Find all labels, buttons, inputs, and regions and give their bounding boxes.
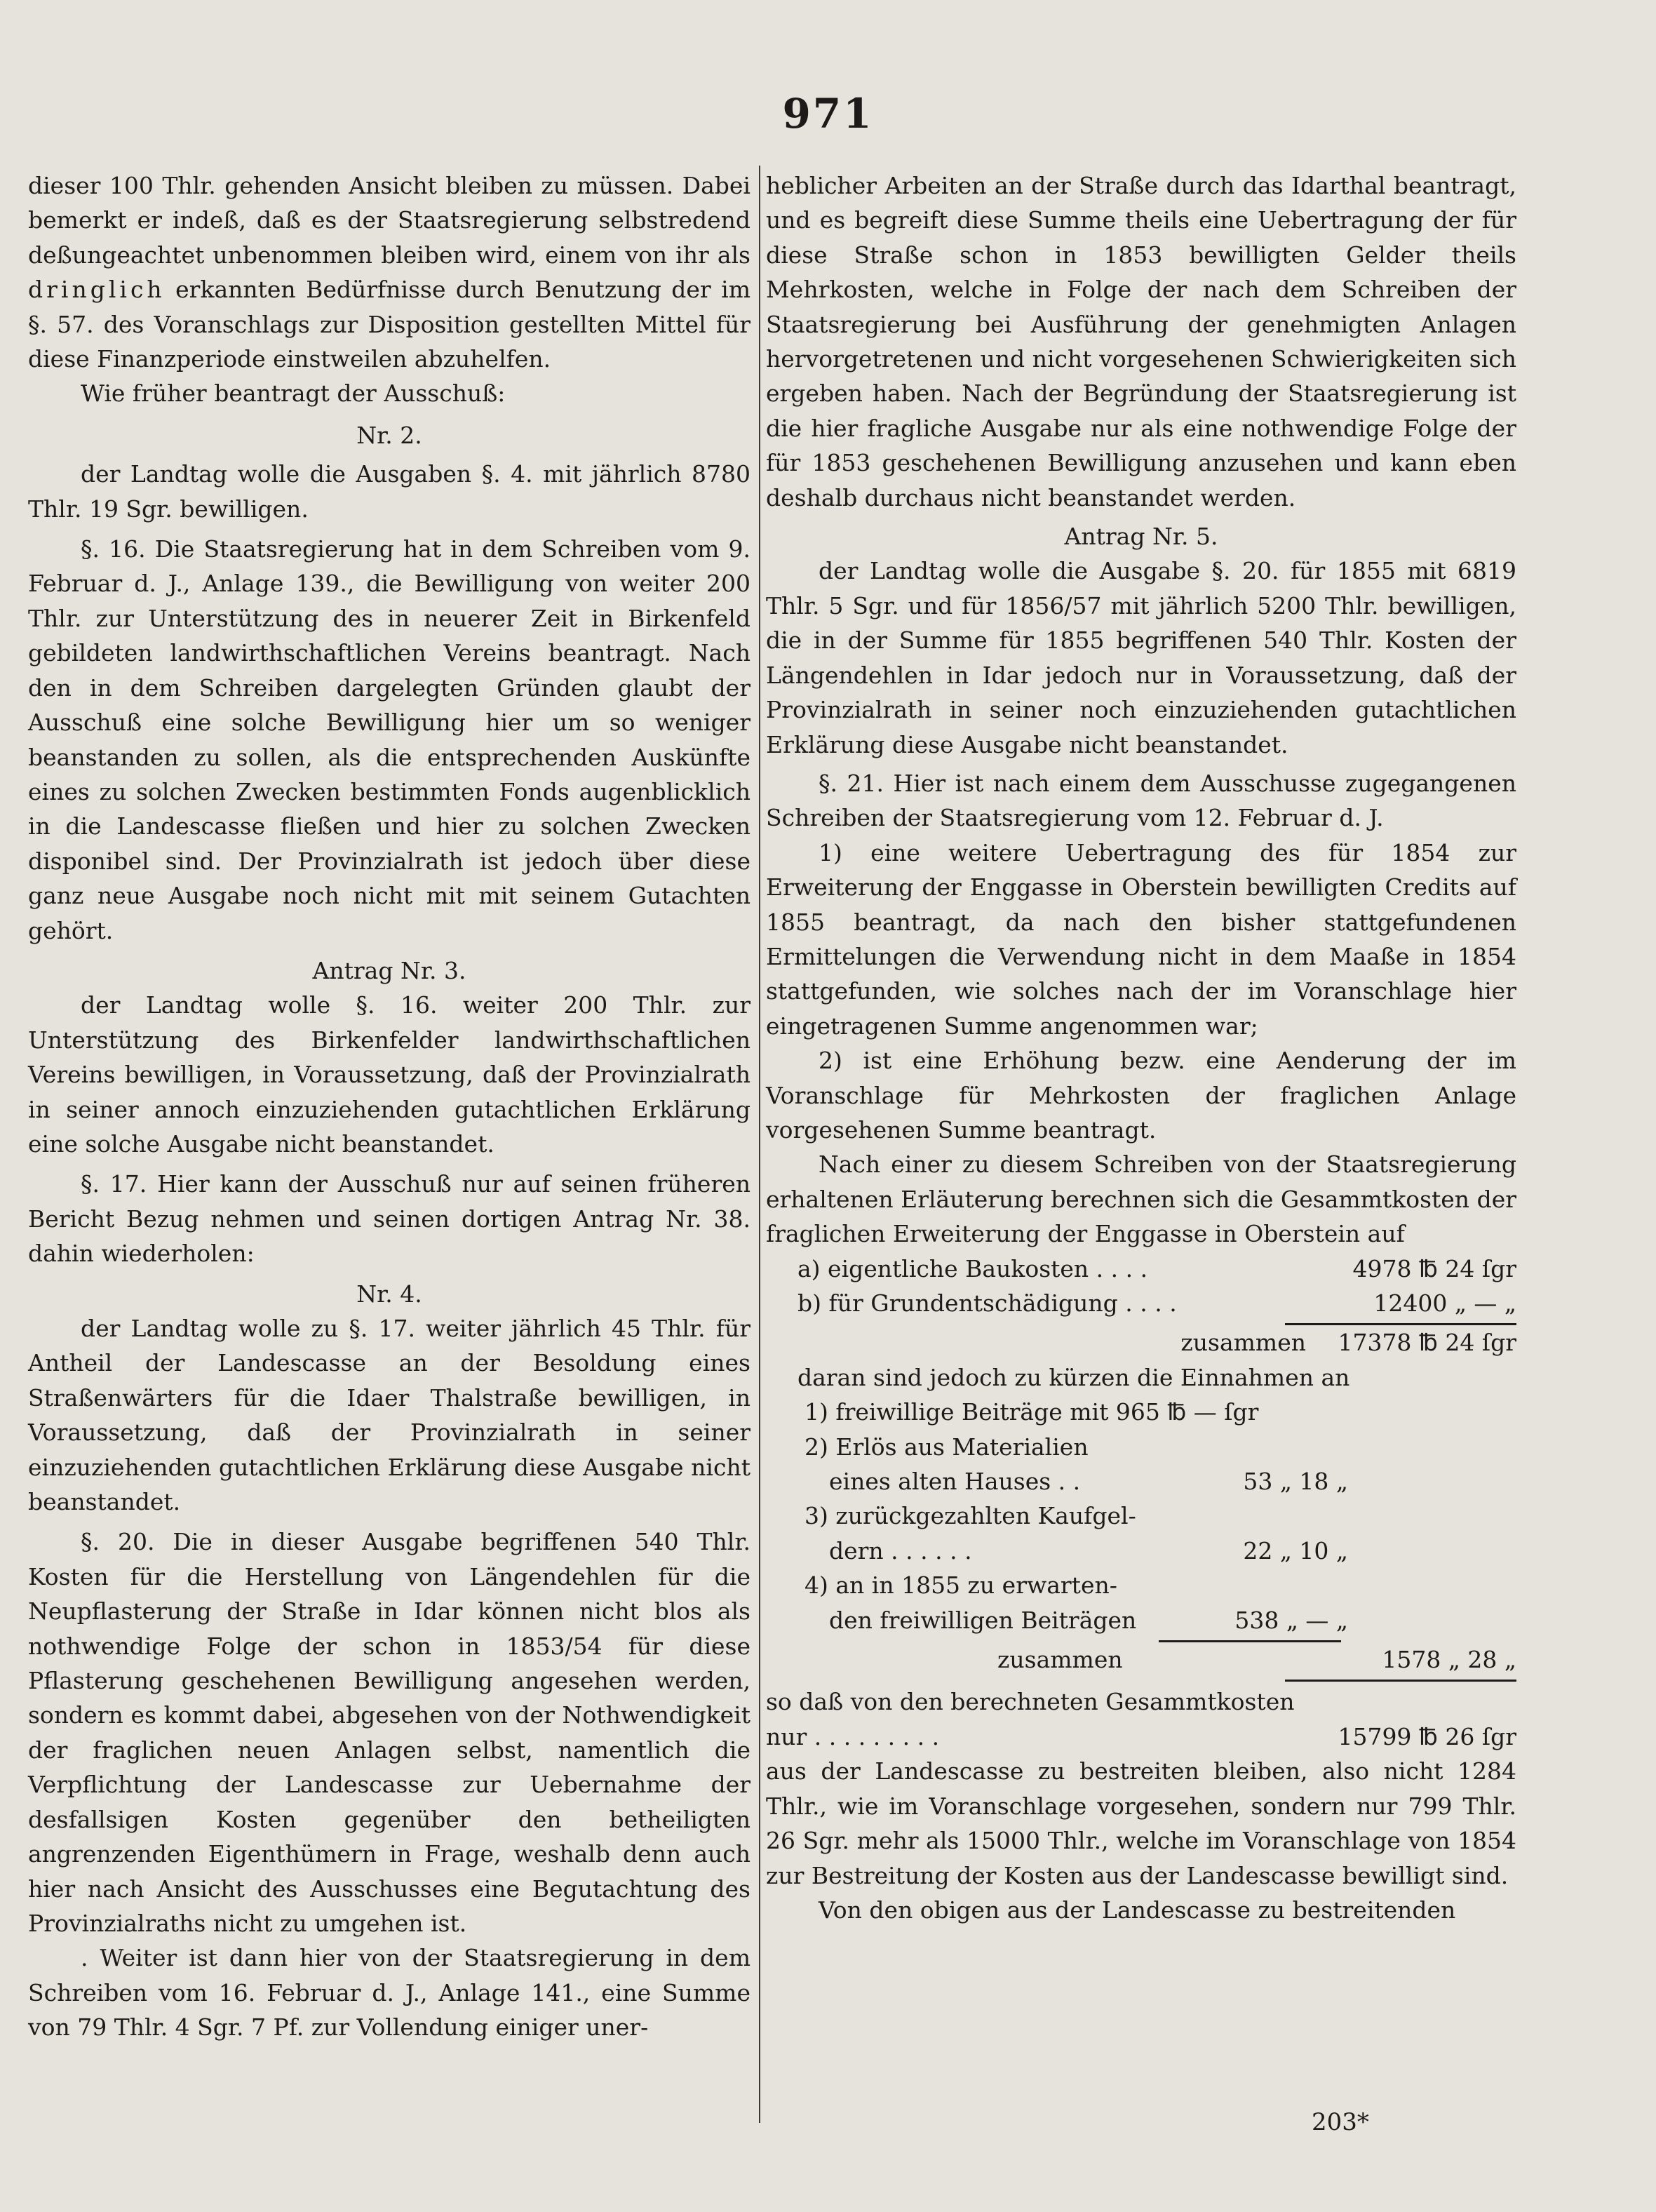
- paragraph: aus der Landescasse zu bestreiten bleiben, also nicht 1284 Thlr., wie im Voranschlage vorgesehen, sondern nur 799 Thlr. 26 Sgr. mehr als 15000 Thlr., welche im Voranschlage von 1854 zur Bestreitung der Kosten aus der Landescasse bewilligt sind.: [766, 1757, 1516, 1889]
- deduction-label: 3) zurückgezahlten Kaufgel-: [805, 1502, 1136, 1530]
- paragraph: §. 20. Die in dieser Ausgabe begriffenen 540 Thlr. Kosten für die Herstellung von Längendehlen für die Neupflasterung der Straße in Idar können nicht blos als nothwendige Folge der schon in 1853/54 für diese Pflasterung geschehenen Bewilligung angesehen werden, sondern es kommt dabei, abgesehen von der Nothwendigkeit der fraglichen neuen Anlagen selbst, namentlich die Verpflichtung der Landescasse zur Uebernahme der desfallsigen Kosten gegenüber den betheiligten angrenzenden Eigenthümern in Frage, weshalb denn auch hier nach Ansicht des Ausschusses eine Begutachtung des Provinzialraths nicht zu umgehen ist.: [28, 1528, 750, 1937]
- paragraph: Nach einer zu diesem Schreiben von der Staatsregierung erhaltenen Erläuterung berechnen sich die Gesammtkosten der fraglichen Erweiterung der Enggasse in Oberstein auf: [766, 1151, 1516, 1248]
- deduction-line: [805, 1464, 1348, 1499]
- paragraph: §. 17. Hier kann der Ausschuß nur auf seinen früheren Bericht Bezug nehmen und seinen dortigen Antrag Nr. 38. dahin wiederholen:: [28, 1170, 750, 1268]
- paragraph: daran sind jedoch zu kürzen die Einnahmen an: [797, 1363, 1350, 1391]
- motion-heading: Antrag Nr. 5.: [1064, 523, 1218, 551]
- signature-mark: 203*: [1312, 2108, 1369, 2136]
- deduction-label: 4) an in 1855 zu erwarten-: [805, 1571, 1117, 1600]
- deduction-label: 2) Erlös aus Materialien: [805, 1433, 1089, 1461]
- column-divider: [759, 166, 760, 2123]
- paragraph: Wie früher beantragt der Ausschuß:: [81, 380, 506, 408]
- list-item: 1) eine weitere Uebertragung des für 1854 zur Erweiterung der Enggasse in Oberstein bewilligten Credits auf 1855 beantragt, da nach den bisher stattgefundenen Ermittelungen die Verwendung nicht in dem Maaße in 1854 stattgefunden, wie solches nach der im Voranschlage hier eingetragenen Summe angenommen war;: [766, 838, 1516, 1040]
- paragraph: so daß von den berechneten Gesammtkosten: [766, 1688, 1295, 1716]
- cost-amount: 12400 „ — „: [1373, 1289, 1516, 1317]
- deduction-amount: 22 „ 10 „: [1243, 1536, 1348, 1564]
- cost-line: [766, 1286, 1516, 1320]
- motion-text: der Landtag wolle zu §. 17. weiter jährlich 45 Thlr. für Antheil der Landescasse an der Besoldung eines Straßenwärters für die Idaer Thalstraße bewilligen, in Voraussetzung, daß der Provinzialrath in seiner einzuziehenden gutachtlichen Erklärung diese Ausgabe nicht beanstandet.: [28, 1315, 750, 1516]
- total-label: zusammen: [997, 1646, 1123, 1674]
- motion-heading: Nr. 2.: [356, 421, 422, 449]
- list-item: 2) ist eine Erhöhung bezw. eine Aenderung der im Voranschlage für Mehrkosten der fraglichen Anlage vorgesehenen Summe beantragt.: [766, 1047, 1516, 1144]
- deduction-line: [805, 1430, 1516, 1464]
- paragraph: heblicher Arbeiten an der Straße durch das Idarthal beantragt, und es begreift diese Summe theils eine Uebertragung der für diese Straße schon in 1853 bewilligten Gelder theils Mehrkosten, welche in Folge der nach dem Schreiben der Staatsregierung bei Ausführung der genehmigten Anlagen hervorgetretenen und nicht vorgesehenen Schwierigkeiten sich ergeben haben. Nach der Begründung der Staatsregierung ist die hier fragliche Ausgabe nur als eine nothwendige Folge der für 1853 geschehenen Bewilligung anzusehen und kann eben deshalb durchaus nicht beanstandet werden.: [766, 172, 1516, 511]
- motion-text: der Landtag wolle die Ausgaben §. 4. mit jährlich 8780 Thlr. 19 Sgr. bewilligen.: [28, 460, 750, 523]
- total-amount: 17378 ℔ 24 ſgr: [1338, 1329, 1516, 1357]
- cost-label: a) eigentliche Baukosten . . . .: [797, 1254, 1148, 1282]
- cost-label: b) für Grundentschädigung . . . .: [797, 1289, 1177, 1317]
- emphasis-text: dringlich: [28, 276, 166, 304]
- paragraph: Von den obigen aus der Landescasse zu bestreitenden: [819, 1896, 1456, 1924]
- deduction-amount: 53 „ 18 „: [1243, 1468, 1348, 1496]
- deduction-label: dern . . . . . .: [829, 1536, 972, 1564]
- sum-rule: [1285, 1680, 1516, 1682]
- paragraph: [28, 168, 750, 376]
- paragraph: . Weiter ist dann hier von der Staatsregierung in dem Schreiben vom 16. Februar d. J., Anlage 141., eine Summe von 79 Thlr. 4 Sgr. 7 Pf. zur Vollendung einiger uner-: [28, 1944, 750, 2042]
- left-column: [28, 168, 750, 2045]
- remaining-amount: 15799 ℔ 26 ſgr: [1338, 1722, 1516, 1750]
- deduction-line: [805, 1395, 1516, 1429]
- motion-text: der Landtag wolle die Ausgabe §. 20. für 1855 mit 6819 Thlr. 5 Sgr. und für 1856/57 mit jährlich 5200 Thlr. bewilligen, die in der Summe für 1855 begriffenen 540 Thlr. Kosten der Längendehlen in Idar jedoch nur in Voraussetzung, daß der Provinzialrath in seiner noch einzuziehenden gutachtlichen Erklärung diese Ausgabe nicht beanstandet.: [766, 557, 1516, 758]
- cost-line: [766, 1252, 1516, 1286]
- deduction-line: [805, 1499, 1516, 1533]
- text-run: erkannten Bedürfnisse durch Benutzung der im §. 57. des Voranschlags zur Disposition gestellten Mittel für diese Finanzperiode einstweilen abzuhelfen.: [28, 276, 750, 373]
- motion-heading: Nr. 4.: [356, 1280, 422, 1308]
- deduction-amount: 538 „ — „: [1234, 1606, 1348, 1634]
- remaining-line: [766, 1720, 1516, 1754]
- deduction-line: [805, 1603, 1348, 1637]
- page-number: 971: [782, 90, 874, 138]
- total-label: zusammen: [1180, 1329, 1306, 1357]
- deductions-total-line: [766, 1642, 1516, 1677]
- motion-heading: Antrag Nr. 3.: [312, 956, 466, 984]
- right-column: [766, 168, 1516, 1927]
- text-run: dieser 100 Thlr. gehenden Ansicht bleiben zu müssen. Dabei bemerkt er indeß, daß es der Staatsregierung selbstredend deßungeachtet unbenommen bleiben wird, einem von ihr als: [28, 172, 750, 269]
- remaining-label: nur . . . . . . . . .: [766, 1722, 940, 1750]
- deduction-label: eines alten Hauses . .: [829, 1468, 1081, 1496]
- deduction-line: [805, 1534, 1348, 1568]
- cost-amount: 4978 ℔ 24 ſgr: [1352, 1254, 1516, 1282]
- cost-total-line: [766, 1325, 1516, 1360]
- deduction-line: [805, 1568, 1516, 1602]
- total-amount: 1578 „ 28 „: [1382, 1646, 1516, 1674]
- paragraph: §. 16. Die Staatsregierung hat in dem Schreiben vom 9. Februar d. J., Anlage 139., die Bewilligung von weiter 200 Thlr. zur Unterstützung des in neuerer Zeit in Birkenfeld gebildeten landwirthschaftlichen Vereins beantragt. Nach den in dem Schreiben dargelegten Gründen glaubt der Ausschuß eine solche Bewilligung hier um so weniger beanstanden zu sollen, als die entsprechenden Auskünfte eines zu solchen Zwecken bestimmten Fonds augenblicklich in die Landescasse fließen und hier zu solchen Zwecken disponibel sind. Der Provinzialrath ist jedoch über diese ganz neue Ausgabe noch nicht mit mit seinem Gutachten gehört.: [28, 535, 750, 944]
- deduction-label: 1) freiwillige Beiträge mit 965 ℔ — ſgr: [805, 1398, 1259, 1426]
- deductions-list: [766, 1395, 1516, 1637]
- motion-text: der Landtag wolle §. 16. weiter 200 Thlr. zur Unterstützung des Birkenfelder landwirthschaftlichen Vereins bewilligen, in Voraussetzung, daß der Provinzialrath in seiner annoch einzuziehenden gutachtlichen Erklärung eine solche Ausgabe nicht beanstandet.: [28, 991, 750, 1158]
- paragraph: §. 21. Hier ist nach einem dem Ausschusse zugegangenen Schreiben der Staatsregierung vom 12. Februar d. J.: [766, 769, 1516, 832]
- deduction-label: den freiwilligen Beiträgen: [829, 1606, 1137, 1634]
